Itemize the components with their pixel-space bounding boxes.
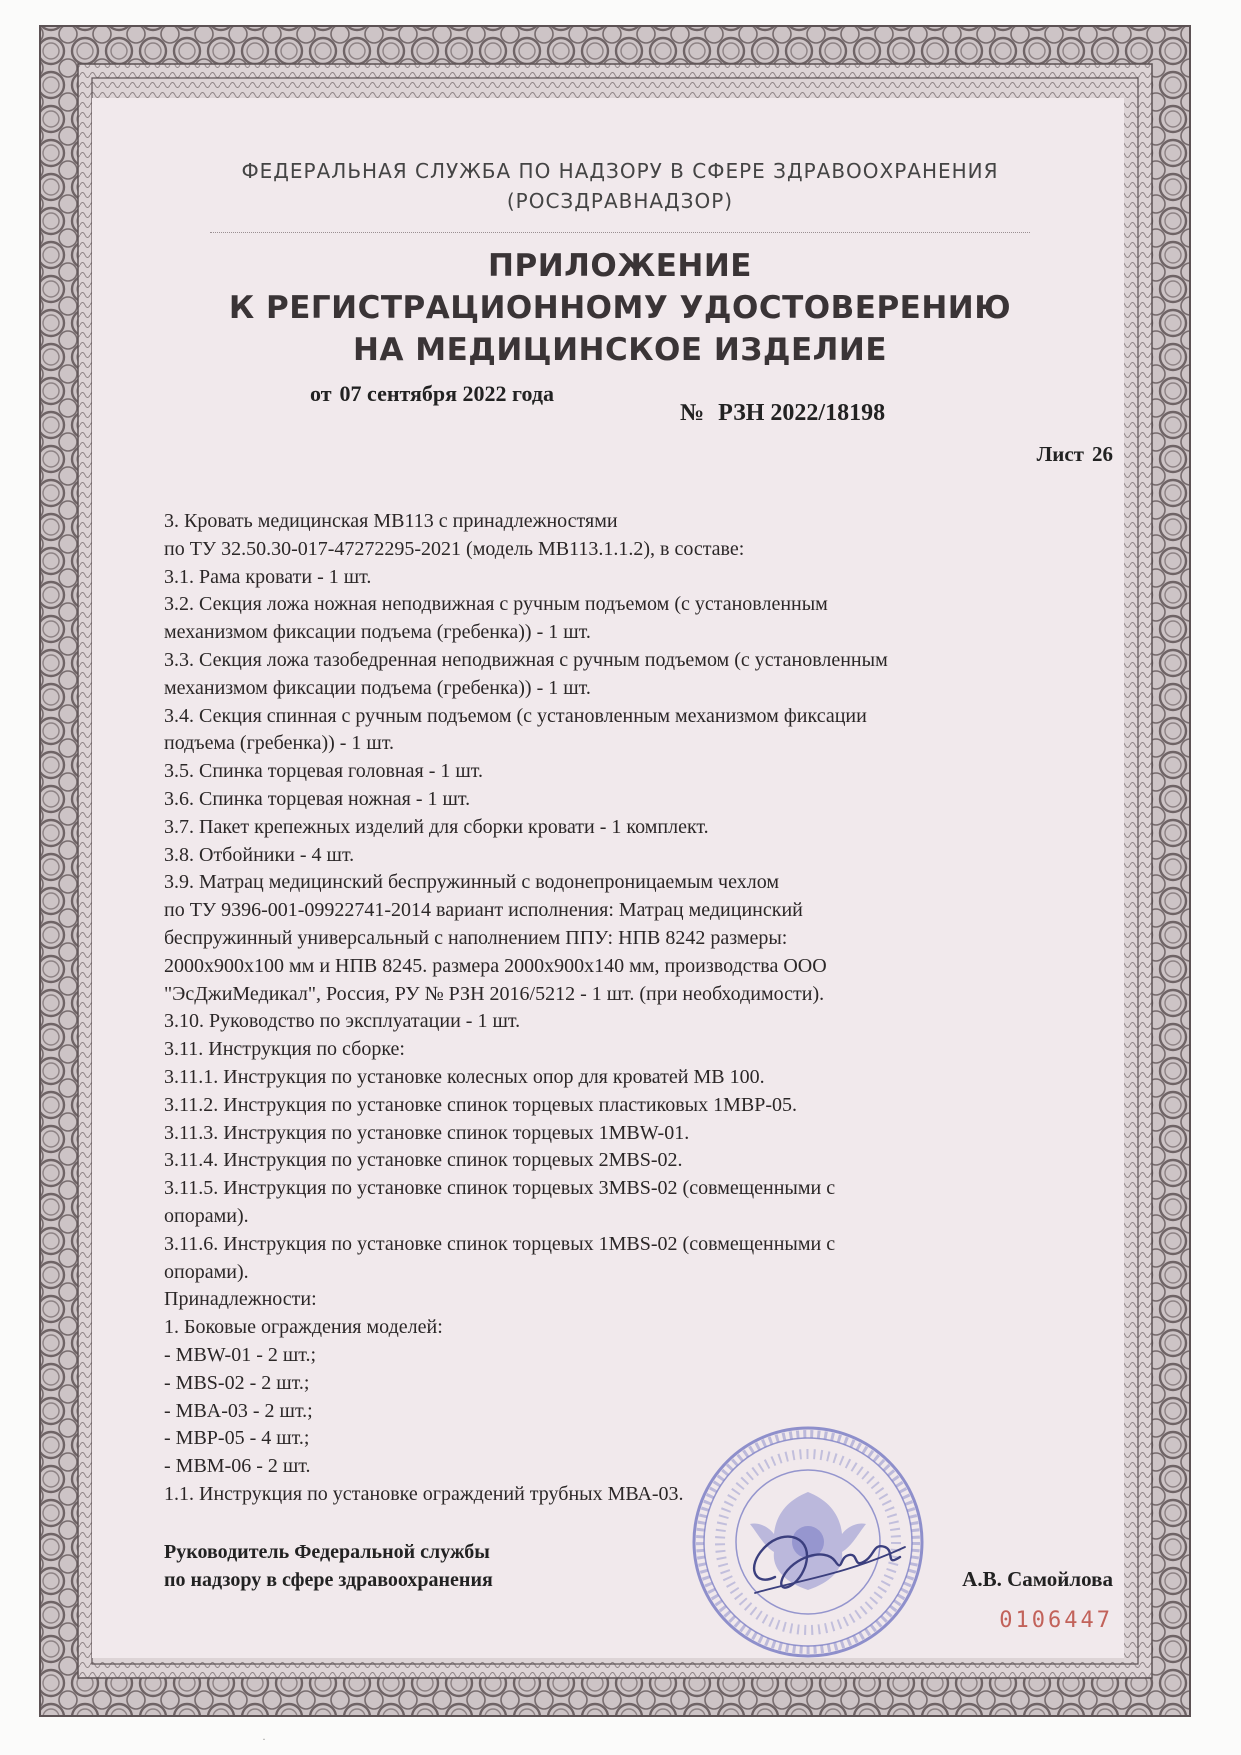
body-line: опорами).: [164, 1260, 249, 1283]
body-line: 3.11.6. Инструкция по установке спинок торцевых 1MBS-02 (совмещенными с: [164, 1232, 836, 1255]
signatory-name: А.В. Самойлова: [962, 1567, 1113, 1591]
body-line: 3.6. Спинка торцевая ножная - 1 шт.: [164, 787, 471, 810]
body-line: подъема (гребенка)) - 1 шт.: [164, 732, 395, 755]
document-body: [164, 508, 1114, 1509]
body-line: 3. Кровать медицинская МВ113 с принадлежностями: [164, 510, 618, 532]
body-line: 2000х900х100 мм и НПВ 8245. размера 2000х900х140 мм, производства ООО: [164, 954, 827, 977]
body-line: 3.2. Секция ложа ножная неподвижная с ручным подъемом (с установленным: [164, 593, 828, 616]
body-line: 3.11.4. Инструкция по установке спинок торцевых 2MBS-02.: [164, 1149, 683, 1172]
body-line: 3.1. Рама кровати - 1 шт.: [164, 565, 372, 588]
agency-header: [140, 156, 1100, 216]
body-line: по ТУ 9396-001-09922741-2014 вариант исполнения: Матрац медицинский: [164, 899, 803, 922]
sheet-value: 26: [1092, 442, 1113, 466]
body-line: по ТУ 32.50.30-017-47272295-2021 (модель МВ113.1.1.2), в составе:: [164, 537, 745, 560]
body-line: 3.11.3. Инструкция по установке спинок торцевых 1MBW-01.: [164, 1121, 690, 1144]
body-line: 3.5. Спинка торцевая головная - 1 шт.: [164, 760, 483, 783]
registration-number: [680, 400, 885, 427]
header-divider: [210, 232, 1030, 233]
title-line-1: ПРИЛОЖЕНИЕ: [488, 248, 752, 284]
body-line: 3.11.5. Инструкция по установке спинок торцевых 3MBS-02 (совмещенными с: [164, 1177, 836, 1200]
body-line: 3.8. Отбойники - 4 шт.: [164, 843, 355, 866]
body-line: 3.7. Пакет крепежных изделий для сборки кровати - 1 комплект.: [164, 815, 709, 838]
body-line: механизмом фиксации подъема (гребенка)) - 1 шт.: [164, 621, 591, 644]
body-line: - MBW-01 - 2 шт.;: [164, 1343, 317, 1366]
body-line: 3.11.2. Инструкция по установке спинок торцевых пластиковых 1MBP-05.: [164, 1093, 798, 1116]
body-line: - MBS-02 - 2 шт.;: [164, 1371, 310, 1394]
body-line: беспружинный универсальный с наполнением ППУ: НПВ 8242 размеры:: [164, 926, 788, 949]
body-line: 1. Боковые ограждения моделей:: [164, 1316, 443, 1339]
body-line: 1.1. Инструкция по установке ограждений трубных МВА-03.: [164, 1482, 684, 1505]
title-line-3: НА МЕДИЦИНСКОЕ ИЗДЕЛИЕ: [353, 332, 887, 368]
sheet-number: [1037, 442, 1113, 467]
number-value: РЗН 2022/18198: [718, 400, 886, 426]
body-line: 3.11. Инструкция по сборке:: [164, 1038, 405, 1061]
serial-number: 0106447: [999, 1608, 1113, 1633]
agency-name: ФЕДЕРАЛЬНАЯ СЛУЖБА ПО НАДЗОРУ В СФЕРЕ ЗДРАВООХРАНЕНИЯ: [241, 159, 999, 183]
body-line: 3.4. Секция спинная с ручным подъемом (с установленным механизмом фиксации: [164, 704, 867, 727]
sheet-label: Лист: [1036, 442, 1084, 466]
body-line: 3.11.1. Инструкция по установке колесных опор для кроватей МВ 100.: [164, 1065, 765, 1088]
date-value: 07 сентября 2022 года: [339, 381, 554, 406]
body-line: "ЭсДжиМедикал", Россия, РУ № РЗН 2016/5212 - 1 шт. (при необходимости).: [164, 982, 825, 1005]
body-line: - MBP-05 - 4 шт.;: [164, 1427, 310, 1450]
body-line: опорами).: [164, 1204, 249, 1227]
signatory-title: [164, 1538, 493, 1594]
document-title: [140, 245, 1100, 371]
scan-mark: ·: [262, 1732, 266, 1746]
body-line: механизмом фиксации подъема (гребенка)) - 1 шт.: [164, 676, 591, 699]
agency-abbreviation: (РОСЗДРАВНАДЗОР): [506, 189, 734, 213]
handwritten-signature: [735, 1517, 915, 1607]
body-line: - MBM-06 - 2 шт.: [164, 1455, 311, 1478]
body-line: Принадлежности:: [164, 1288, 317, 1311]
body-line: 3.3. Секция ложа тазобедренная неподвижная с ручным подъемом (с установленным: [164, 648, 888, 671]
body-line: - MBA-03 - 2 шт.;: [164, 1399, 313, 1422]
date-prefix: от: [310, 381, 332, 406]
body-line: 3.9. Матрац медицинский беспружинный с водонепроницаемым чехлом: [164, 871, 779, 894]
signatory-title-line-2: по надзору в сфере здравоохранения: [164, 1569, 493, 1591]
title-line-2: К РЕГИСТРАЦИОННОМУ УДОСТОВЕРЕНИЮ: [228, 290, 1012, 326]
signatory-title-line-1: Руководитель Федеральной службы: [164, 1541, 490, 1563]
issue-date: [310, 381, 562, 407]
number-sign: №: [680, 400, 705, 426]
body-line: 3.10. Руководство по эксплуатации - 1 шт.: [164, 1010, 521, 1033]
